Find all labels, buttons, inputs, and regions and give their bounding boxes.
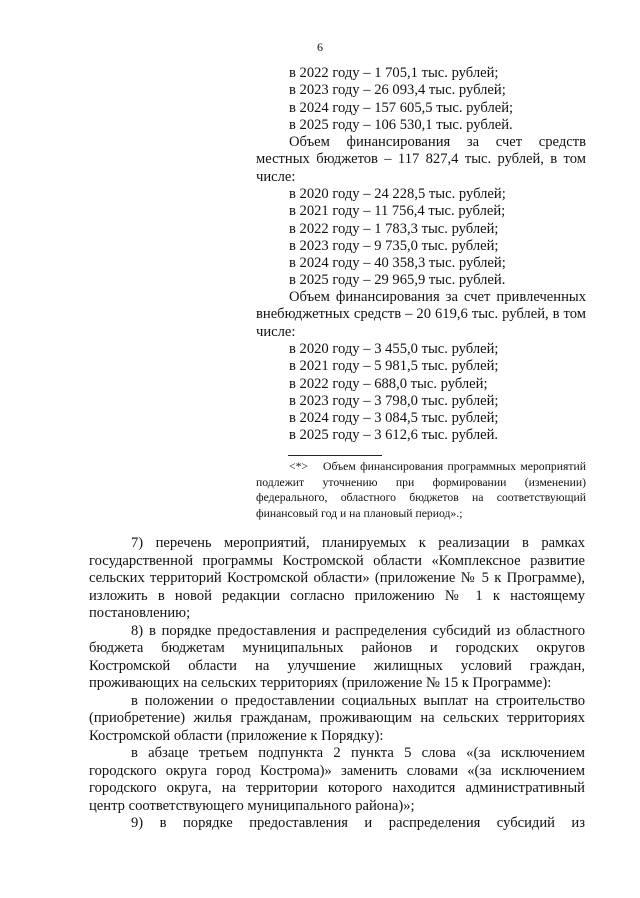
list-item: в 2025 году – 3 612,6 тыс. рублей.	[289, 427, 499, 444]
list-item: в 2024 году – 157 605,5 тыс. рублей;	[289, 99, 514, 116]
local-budget-intro: Объем финансирования за счет средств местных бюджетов – 117 827,4 тыс. рублей, в том числе:	[256, 134, 586, 185]
paragraph-8: 8) в порядке предоставления и распределения субсидий из областного бюджета бюджетам муниципальных районов и городских округов Костромской области на улучшение жилищных условий граждан, проживающих на сельских территориях (приложение № 15 к Программе):	[89, 622, 585, 691]
federal-years-list	[256, 65, 586, 134]
list-item: в 2023 году – 9 735,0 тыс. рублей;	[289, 237, 499, 254]
paragraph-7: 7) перечень мероприятий, планируемых к реализации в рамках государственной программы Костромской области «Комплексное развитие сельских территорий Костромской области» (приложение № 5 к Программе), изложить в новой редакции согласно приложению № 1 к настоящему постановлению;	[89, 535, 585, 621]
list-item: в 2025 году – 29 965,9 тыс. рублей.	[289, 272, 506, 289]
paragraph-amendment: в абзаце третьем подпункта 2 пункта 5 слова «(за исключением городского округа город Кострома)» заменить словами «(за исключением городского округа, на территории которого находится административный центр соответствующего муниципального района)»;	[89, 745, 585, 814]
list-item: в 2022 году – 1 783,3 тыс. рублей;	[289, 220, 499, 237]
footnote	[256, 459, 586, 521]
extra-years-list	[256, 341, 586, 445]
list-item: в 2023 году – 26 093,4 тыс. рублей;	[289, 82, 506, 99]
footnote-text: Объем финансирования программных мероприятий подлежит уточнению при формировании (изменении) федерального, областного бюджетов на соответствующий финансовый год и на плановый период».;	[256, 460, 586, 520]
paragraph-9: 9) в порядке предоставления и распределения субсидий из	[131, 815, 585, 831]
list-item: в 2025 году – 106 530,1 тыс. рублей.	[289, 116, 513, 133]
page-number: 6	[317, 40, 323, 54]
paragraph-regulation: в положении о предоставлении социальных выплат на строительство (приобретение) жилья гражданам, проживающим на сельских территориях Костромской области (приложение к Порядку):	[89, 692, 585, 744]
footnote-mark: <*>	[289, 460, 309, 473]
list-item: в 2020 году – 3 455,0 тыс. рублей;	[289, 341, 499, 357]
body-text	[89, 535, 585, 833]
list-item: в 2023 году – 3 798,0 тыс. рублей;	[289, 392, 499, 409]
footnote-separator	[288, 455, 382, 456]
local-years-list	[256, 186, 586, 290]
list-item: в 2024 году – 40 358,3 тыс. рублей;	[289, 255, 506, 272]
list-item: в 2020 году – 24 228,5 тыс. рублей;	[289, 186, 506, 202]
list-item: в 2021 году – 11 756,4 тыс. рублей;	[289, 203, 506, 220]
list-item: в 2022 году – 688,0 тыс. рублей;	[289, 375, 488, 392]
extra-budget-intro: Объем финансирования за счет привлеченных внебюджетных средств – 20 619,6 тыс. рублей, в том числе:	[256, 289, 586, 340]
list-item: в 2022 году – 1 705,1 тыс. рублей;	[289, 65, 499, 81]
list-item: в 2024 году – 3 084,5 тыс. рублей;	[289, 410, 499, 427]
list-item: в 2021 году – 5 981,5 тыс. рублей;	[289, 358, 499, 375]
